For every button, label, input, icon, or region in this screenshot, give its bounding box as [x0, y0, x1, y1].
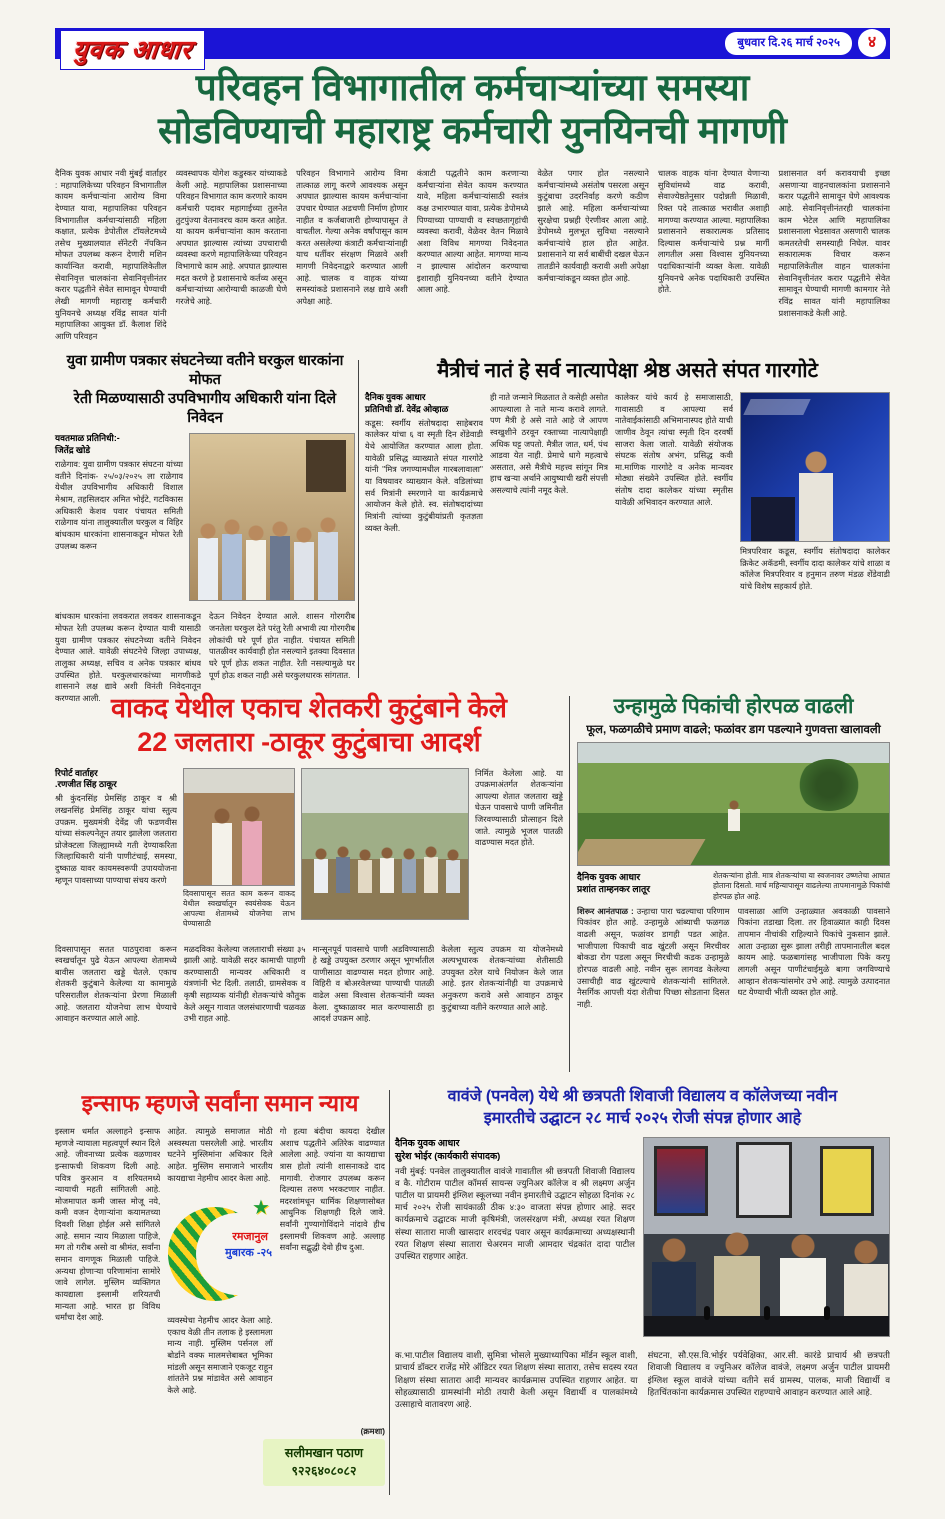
story4-column: दिवसापासून सतत पाठपुरावा करून स्वखर्चातून पुढे येऊन आपल्या शेतामध्ये बावीस जलतारा खड्डे घेतले. एकाच शेतकरी कुटुंबाने केलेल्या या कामामुळे परिसरातील शेतकऱ्यांना प्रेरणा मिळाली आहे. जलतारा योजनेचा लाभ घेण्याचे आवाहन करण्यात आले आहे. [55, 944, 177, 1024]
story4 [55, 692, 563, 1076]
person-figure [358, 848, 372, 893]
story4-group-field-photo [301, 768, 469, 920]
person-figure [380, 846, 394, 893]
crescent-label-1: रमजानुल [232, 1231, 268, 1243]
story5-subhead: फूल, फळगळीचे प्रमाण वाढले; फळांवर डाग पडल्याने गुणवत्ता खालावली [586, 724, 881, 736]
person-figure [728, 799, 740, 831]
story4-column: मळदविका केलेल्या जलताराची संख्या ३५ झाली आहे. यावेळी सदर कामाची पाहणी करण्यासाठी मान्यवर अधिकारी व यंत्रणांनी भेट दिली. तलाठी, ग्रामसेवक व कृषी सहाय्यक यांनीही शेतकऱ्यांचे कौतुक केले असून गावात जलसंधारणाची चळवळ उभी राहत आहे. [183, 944, 306, 1024]
story4-column: श्री कुंदनसिंह प्रेमसिंह ठाकूर व श्री लखनसिंह प्रेमसिंह ठाकूर यांचा स्तुत्य उपक्रम. मुख्यमंत्री देवेंद्र जी फडणवीस यांच्या संकल्पनेतून तयार झालेला जलतारा प्रोजेक्टला जिल्ह्यामध्ये गती देण्याकरिता जिल्हाधिकारी यांनी पाणीटंचाई, समस्या, दुष्काळ यावर कायमस्वरूपी उपाययोजना म्हणून पावसाच्या पाण्याचा संचय करणे [55, 794, 177, 885]
speaker-figure [799, 449, 833, 541]
wall-portrait [820, 1146, 874, 1216]
story7 [395, 1086, 890, 1501]
wall-portrait [736, 1142, 792, 1218]
person-figure [212, 807, 232, 885]
story1-column: वेळेत पगार होत नसल्याने कर्मचाऱ्यांमध्ये असंतोष पसरला असून कुटुंबाचा उदरनिर्वाह करणे कठीण झाले आहे. महिला कर्मचाऱ्यांच्या सुरक्षेचा प्रश्नही ऐरणीवर आला आहे. डेपोमध्ये मुलभूत सुविधा नसल्याने कर्मचाऱ्यांचे हाल होत आहेत. प्रशासनाने या सर्व बाबींची दखल घेऊन तातडीने कार्यवाही करावी अशी अपेक्षा कर्मचाऱ्यांकडून व्यक्त होत आहे. [537, 169, 649, 283]
story3-byline-label: दैनिक युवक आधार [365, 392, 426, 402]
wall-portrait [654, 1146, 708, 1216]
story5-column: पावसाळा आणि उन्हाळ्यात अवकाळी पावसाने पिकांना तडाखा दिला. तर हिवाळ्यात काही दिवस तापमान नीचांकी राहिल्याने पिकांचे नुकसान झाले. आता उन्हाळा सुरू झाला तरीही तापमानातील बदल कायम आहे. फळबागांसह भाजीपाला पिके करपू लागली असून पाणीटंचाईमुळे बागा जगविण्याचे आव्हान शेतकऱ्यांसमोर उभे आहे. त्यामुळे उत्पादनात घट येण्याची भीती व्यक्त होत आहे. [737, 906, 890, 998]
person-figure [270, 520, 290, 600]
story7-byline-label: दैनिक युवक आधार [395, 1137, 460, 1149]
person-figure [424, 845, 438, 893]
seated-figure [780, 1232, 826, 1318]
podium-shape [751, 497, 795, 541]
newspaper-logo-box [60, 30, 205, 70]
story5-farm-photo [577, 742, 890, 866]
story4-headline-line2: 22 जलतारा -ठाकूर कुटुंबाचा आदर्श [137, 726, 481, 757]
story2-group-photo [189, 433, 355, 601]
story4-photo-caption: दिवसापासून सतत काम करून वाकद येथील स्वखर्चातून स्वयंसेवक येऊन आपल्या शेतामध्ये योजनेचा लाभ घेण्यासाठी [183, 888, 295, 929]
story4-column: मान्सूनपूर्व पावसाचे पाणी अडविण्यासाठी हे खड्डे उपयुक्त ठरणार असून भूगर्भातील पाणीसाठा वाढण्यास मदत होणार आहे. विहिरी व बोअरवेलच्या पाण्याची पातळी वाढेल असा विश्वास शेतकऱ्यांनी व्यक्त केला. दुष्काळावर मात करण्यासाठी हा आदर्श उपक्रम आहे. [312, 944, 435, 1024]
story3-column: ही नाते जन्माने मिळतात ते कसेही असोत आपल्याला ते नाते मान्य करावे लागते. पण मैत्री हे असे नाते आहे जे आपण स्वखुशीने ठरवून रक्ताच्या नात्यापेक्षाही अधिक घट्ट जपतो. मैत्रीत जात, धर्म, पंथ आडवा येत नाही. प्रेमाचे धागे महत्वाचे असतात, असे मैत्रीचे महत्त्व सांगून मित्र हाच खऱ्या अर्थाने आयुष्याची खरी संपत्ती असल्याचे त्यांनी नमूद केले. [490, 393, 608, 496]
story2-column: बांधकाम धारकांना लवकरात लवकर शासनाकडून मोफत रेती उपलब्ध करून देण्यात यावी यासाठी युवा ग्रामीण पत्रकार संघटनेच्या वतीने निवेदन देण्यात आले. यावेळी संघटनेचे जिल्हा उपाध्यक्ष, तालुका अध्यक्ष, सचिव व अनेक पत्रकार बांधव उपस्थित होते. घरकुलधारकांच्या मागणीकडे शासनाने लक्ष द्यावे अशी विनंती निवेदनातून करण्यात आली. [55, 612, 201, 703]
story7-headline [395, 1086, 890, 1129]
story7-column: संघटना, सौ.एस.वि.भोईर पर्यवेक्षिका, आर.सी. कारंडे प्राचार्य श्री छत्रपती शिवाजी विद्यालय व ज्युनिअर कॉलेज वावंजे, लक्ष्मण अर्जुन पाटील प्रायमरी इंग्लिश स्कूल वावंजे यांच्या वतीने सर्व ग्रामस्थ, पालक, माजी विद्यार्थी व हितचिंतकांना कार्यक्रमास उपस्थित राहण्याचे आवाहन करण्यात आले आहे. [647, 1350, 890, 1397]
story2-headline [55, 352, 355, 427]
star-icon: ★ [252, 1197, 270, 1219]
story1-headline-line2: सोडविण्याची महाराष्ट्र कर्मचारी युनयिनची मागणी [158, 110, 787, 152]
person-figure [314, 847, 328, 893]
story4-byline-name: .रणजीत सिंह ठाकूर [55, 779, 117, 790]
story7-column: नवी मुंबई: पनवेल तालुक्यातील वावंजे गावातील श्री छत्रपती शिवाजी विद्यालय व कै. गोटीराम पाटील कॉमर्स सायन्स ज्युनिअर कॉलेज व श्री लक्ष्मण अर्जुन पाटील या प्रायमरी इंग्लिश स्कूलच्या नवीन इमारतीचे उद्घाटन सोहळा दिनांक २८ मार्च २०२५ रोजी सायंकाळी ठीक ४:३० वाजता संपन्न होणार आहे. सदर कार्यक्रमाचे उद्घाटक माजी कृषिमंत्री, जलसंरक्षण मंत्री, अध्यक्ष रयत शिक्षण संस्था सातारा माजी खासदार शरदचंद्र पवार असून कार्यक्रमाच्या अध्यक्षस्थानी रयत शिक्षण संस्था सातारा चेअरमन माजी आमदार चंद्रकांत दादा पाटील उपस्थित राहणार आहेत. [395, 1165, 635, 1261]
story6 [55, 1086, 385, 1498]
story5-photo-caption: शेतकऱ्यांना होती. मात्र शेतकऱ्यांचा या स्वजनावर उष्णतेचा आघात होताना दिसतो. मार्च महिन्यापासून वाढलेल्या तापमानामुळे पिकांची होरपळ होत आहे. [713, 871, 890, 901]
story1-column: दैनिक युवक आधार नवी मुंबई वार्ताहर : महापालिकेच्या परिवहन विभागातील कायम कर्मचाऱ्यांना आरोग्य विमा देण्यात यावा, महापालिका परिवहन विभागातील कर्मचाऱ्यांसाठी महिला कक्षात, प्रत्येक डेपोतील टॉयलेटमध्ये तसेच मुख्यालयात सॅनेटरी नॅपकिन मोफत उपलब्ध करून देणारी मशिन कार्यान्वित करावी, महापालिकेतील सेवानिवृत्त चालकांना सेवानिवृत्तीनंतर करार पद्धतीने सेवेत सामावून घेण्याची लेखी मागणी महाराष्ट्र कर्मचारी युनियनचे अध्यक्ष रविंद्र सावत यांनी महापालिका आयुक्त डॉ. कैलाश शिंदे आणि परिवहन [55, 169, 167, 341]
story7-headline-line1: वावंजे (पनवेल) येथे श्री छत्रपती शिवाजी विद्यालय व कॉलेजच्या नवीन [447, 1088, 838, 1105]
story1-column: व्यवस्थापक योगेश कडुस्कर यांच्याकडे केली आहे. महापालिका प्रशासनाच्या परिवहन विभागात काम करणारे कायम कर्मचारी पदावर महागाईच्या तुलनेत तुटपुंज्या वेतनावरच काम करत आहेत. या कायम कर्मचाऱ्यांना काम करताना अपघात झाल्यास त्यांच्या उपचाराची व्यवस्था करणे महापालिकेच्या परिवहन विभागाचे काम आहे. अपघात झाल्यास मदत करणे हे प्रशासनाचे कर्तव्य असून कर्मचाऱ्यांच्या आरोग्याची काळजी घेणे गरजेचे आहे. [175, 169, 288, 307]
person-figure [294, 526, 314, 600]
story1-columns [55, 168, 890, 346]
edition-date: बुधवार दि.२६ मार्च २०२५ [725, 32, 852, 55]
story6-column: व्यवस्थेचा नेहमीच आदर केला आहे. एकाच वेळी तीन तलाक हे इस्लामला मान्य नाही. मुस्लिम पर्सनल लॉ बोर्डाने वक्फ मालमत्तेबाबत भूमिका मांडली असून समाजाने एकजूट राहून शांततेने प्रश्न मांडावेत असे आवाहन केले आहे. [167, 1316, 273, 1395]
person-figure [242, 805, 262, 885]
person-figure [336, 845, 350, 893]
microphone-icon [824, 1306, 830, 1320]
microphone-icon [764, 1306, 770, 1320]
story5-headline: उन्हामुळे पिकांची होरपळ वाढली [613, 695, 854, 718]
story1-column: कंत्राटी पद्धतीने काम करणाऱ्या कर्मचाऱ्यांना सेवेत कायम करण्यात यावे, महिला कर्मचाऱ्यांसाठी स्वतंत्र कक्ष उभारण्यात यावा, प्रत्येक डेपोमध्ये पिण्याच्या पाण्याची व स्वच्छतागृहांची व्यवस्था करावी, वेळेवर वेतन मिळावे अशा विविध मागण्या निवेदनात करण्यात आल्या आहेत. मागण्या मान्य न झाल्यास आंदोलन करण्याचा इशाराही युनियनच्या वतीने देण्यात आला आहे. [416, 169, 529, 295]
story3-column: मित्रपरिवार कडूस, स्वर्गीय संतोषदादा कालेकर क्रिकेट अकॅडमी, स्वर्गीय दादा कालेकर यांचे शाळा व कॉलेज मित्रपरिवार व हनुमान तरुण मंडळ शेंडेवाडी यांचे विशेष सहकार्य होते. [740, 547, 890, 591]
story1-column: चालक वाहक यांना देण्यात येणाऱ्या सुविधांमध्ये वाढ करावी, सेवाज्येष्ठतेनुसार पदोन्नती मिळावी, रिक्त पदे तात्काळ भरावीत अशाही मागण्या करण्यात आल्या. महापालिका प्रशासनाने सकारात्मक प्रतिसाद दिल्यास कर्मचाऱ्यांचे प्रश्न मार्गी लागतील असा विश्वास युनियनच्या पदाधिकाऱ्यांनी व्यक्त केला. यावेळी युनियनचे अनेक पदाधिकारी उपस्थित होते. [657, 169, 770, 295]
light-streak [743, 399, 810, 415]
seated-figure [652, 1236, 696, 1318]
column-divider [389, 1090, 390, 1495]
person-figure [222, 518, 242, 600]
story1-column: प्रशासनात वर्ग करावयाची इच्छा असणाऱ्या वाहनचालकांना प्रशासनाने करार पद्धतीने सामावून घेणे आवश्यक आहे. सेवानिवृत्तीनंतरही चालकांना काम भेटेल आणि महापालिका प्रशासनाला भेडसावत असणारी चालक कमतरतेची समस्याही निघेल. यावर सकारात्मक विचार करून महापालिकेतील वाहन चालकांना सेवानिवृत्तीनंतर करार पद्धतीने सेवेत सामावून घेण्याची मागणी कामगार नेते रविंद्र सावत यांनी महापालिका प्रशासनाकडे केली आहे. [778, 169, 891, 318]
path-shape [577, 839, 706, 865]
story1-headline-line1: परिवहन विभागातील कर्मचाऱ्यांच्या समस्या [195, 67, 750, 108]
ramzan-crescent-graphic [168, 1199, 272, 1311]
story5 [577, 692, 890, 1076]
person-figure [246, 524, 266, 600]
story6-headline: इन्साफ म्हणजे सर्वांना समान न्याय [81, 1090, 359, 1116]
story4-two-farmers-photo [183, 768, 295, 886]
story7-byline-name: सुरेश भोईर (कार्यकारी संपादक) [395, 1149, 501, 1161]
window-shape [306, 440, 346, 492]
story5-dateline: शिरूर आनंतपाळ : [577, 906, 634, 916]
story2-headline-line1: युवा ग्रामीण पत्रकार संघटनेच्या वतीने घरकुल धारकांना मोफत [66, 353, 344, 388]
person-figure [198, 522, 218, 600]
story6-column: गो हत्या बंदीचा कायदा देखील अशाच पद्धतीने अतिरेक वाढण्यात आलेला आहे. ज्यांना या कायद्याचा त्रास होतो त्यांनी शासनाकडे दाद मागावी. रोजगार उपलब्ध करून दिल्यास तरुण भरकटणार नाहीत. मदरशांमधून धार्मिक शिक्षणासोबत आधुनिक शिक्षणही दिले जावे. सर्वांनी गुण्यागोविंदाने नांदावे हीच इस्लामची शिकवण आहे. अल्लाह सर्वांना सद्बुद्धी देवो हीच दुआ. [279, 1127, 385, 1253]
story2-byline-label: यवतमाळ प्रतिनिधी:- [55, 433, 120, 444]
column-divider [358, 360, 359, 678]
story3-column: कडूस: स्वर्गीय संतोषदादा साहेबराव कालेकर यांचा ६ वा स्मृती दिन शेंडेवाडी येथे आयोजित करण्यात आला होता. यावेळी प्रसिद्ध व्याख्याते संपत गारगोटे यांनी ''मित्र जगण्यामधील गारबलावाला'' या विषयावर व्याख्यान केले. वडिलांच्या सर्व मित्रांनी स्मरणाने या कार्यक्रमाचे आयोजन केले होते. स्व. संतोषदादांच्या मित्रांनी त्यांच्या कुटुंबीयांप्रती कृतज्ञता व्यक्त केली. [365, 418, 483, 533]
story6-column: आहेत. त्यामुळे समाजात मोठी अस्वस्थता पसरलेली आहे. भारतीय घटनेने मुस्लिमांना अधिकार दिले आहेत. मुस्लिम समाजाने भारतीय कायद्याचा नेहमीच आदर केला आहे. [167, 1127, 273, 1183]
tree-shape [797, 759, 861, 811]
story3-headline: मैत्रीचं नातं हे सर्व नात्यापेक्षा श्रेष्ठ असते संपत गारगोटे [437, 359, 818, 382]
story6-author-signature [263, 1439, 385, 1487]
person-figure [402, 847, 416, 893]
story4-headline-line1: वाकद येथील एकाच शेतकरी कुटुंबाने केले [111, 693, 507, 723]
column-divider [569, 696, 570, 1072]
story4-column: निर्मित केलेला आहे. या उपक्रमाअंतर्गत शेतकऱ्यांना आपल्या शेतात जलतारा खड्डे घेऊन पावसाचे पाणी जमिनीत जिरवण्यासाठी प्रोत्साहन दिले जाते. त्यामुळे भूजल पातळी वाढण्यास मदत होते. [475, 768, 563, 848]
microphone-icon [704, 1306, 710, 1320]
person-figure [446, 848, 460, 893]
story6-continuation-note: (क्रमशा) [360, 1427, 385, 1436]
seated-figure [844, 1238, 888, 1318]
story7-headline-line2: इमारतीचे उद्घाटन २८ मार्च २०२५ रोजी संपन्न होणार आहे [483, 1109, 802, 1127]
story1-headline [57, 66, 888, 153]
story5-byline-label: दैनिक युवक आधार [577, 872, 641, 882]
author-name: सलीमखान पठाण [284, 1445, 364, 1460]
story4-headline [55, 692, 563, 760]
story5-column [577, 906, 730, 1078]
author-phone: ९२२६४०८०८२ [291, 1464, 357, 1479]
story1-column: परिवहन विभागाने आरोग्य विमा तात्काळ लागू करणे आवश्यक असून अपघात झाल्यास कायम कर्मचाऱ्यांना उपचार घेण्यात अडचणी निर्माण होणार नाहीत व कर्जबाजारी होण्यापासून ते वाचतील. गेल्या अनेक वर्षांपासून काम करत असलेल्या कंत्राटी कर्मचाऱ्यांनाही याच धर्तीवर संरक्षण मिळावे अशी मागणी निवेदनाद्वारे करण्यात आली आहे. चालक व वाहक यांच्या समस्यांकडे प्रशासनाने लक्ष द्यावे अशी अपेक्षा आहे. [296, 169, 408, 307]
story5-body-text: उन्हाचा पारा चढल्याचा परिणाम पिकांवर होत आहे. उन्हामुळे आंब्याची फळगळ वाढली असून, फळांवर डागही पडत आहेत. भाजीपाला पिकाची वाढ खुंटली असून मिरचीवर बोकडा रोग पडला असून मिरचीची कडक उन्हामुळे होरपळ वाढली आहे. नवीन सुरू लागवड केलेल्या उसाचीही वाढ खुंटल्याचे शेतकऱ्यांनी सांगितले. नैसर्गिक आपत्ती यंदा शेतीचा पिच्छा सोडताना दिसत नाही. [577, 906, 730, 1009]
story3-column: कालेकर यांचे कार्य हे समाजासाठी, गावासाठी व आपल्या सर्व नातेवाईकांसाठी अभिमानास्पद होते याची जाणीव ठेवून त्यांचा स्मृती दिन दरवर्षी साजरा केला जातो. यावेळी संयोजक संघटक संतोष अभंग, प्रसिद्ध कवी मा.माणिक गारगोटे व अनेक मान्यवर मोठ्या संख्येने उपस्थित होते. स्वर्गीय संतोष दादा कालेकर यांच्या स्मृतीस यावेळी अभिवादन करण्यात आले. [615, 393, 733, 507]
masthead-bar [55, 28, 890, 64]
story4-byline-label: रिपोर्ट वार्ताहर [55, 767, 98, 778]
story2-column: राळेगाव: युवा ग्रामीण पत्रकार संघटना यांच्या वतीने दिनांक- २५/०३/२०२५ ला राळेगाव येथील उपविभागीय अधिकारी विशाल मेश्राम, तहसिलदार अमित भोईटे, गटविकास अधिकारी केशव पवार पंचायत समिती राळेगाव यांना तालुक्यातील घरकुल व विहिर बांधकाम धारकांना शासनाकडून मोफत रेती उपलब्ध करून [55, 460, 183, 551]
story2-byline-name: जितेंद्र खोडे [55, 445, 91, 456]
story3 [365, 356, 890, 686]
story2-column: देऊन निवेदन देण्यात आले. शासन गोरगरीब जनतेला घरकुल देते परंतु रेती अभावी त्या गोरगरीब लोकांची घरे पूर्ण होत नाहीत. पंचायत समिती पातळीवर कार्यवाही होत नसल्याने इतक्या दिवसात घरे पूर्ण होऊ शकत नाहीत. रेती नसल्यामुळे घर पूर्ण होऊ शकत नाही असे घरकुलधारक सांगतात. [209, 612, 355, 680]
seated-figure [714, 1230, 760, 1318]
story6-column: इस्लाम धर्मात अल्लाहने इन्साफ म्हणजे न्यायाला महत्वपूर्ण स्थान दिले आहे. जीवनाच्या प्रत्येक वळणावर इन्साफची शिकवण दिली आहे. पवित्र कुरआन व शरियतमध्ये न्यायाची महती सांगितली आहे. मोजमापात कमी जास्त मोजू नये, कमी वजन देणाऱ्यांना कयामतच्या दिवशी शिक्षा होईल असे सांगितले आहे. समान न्याय मिळाला पाहिजे, मग तो गरीब असो वा श्रीमंत, सर्वांना समान वागणूक मिळाली पाहिजे. अन्यथा होणाऱ्या परिणामांना सामोरे जावे लागेल. मुस्लिम व्यक्तिगत कायद्याला इस्लामी शरियतची मान्यता आहे. भारत हा विविध धर्मांचा देश आहे. [55, 1127, 161, 1323]
newspaper-logo: युवक आधार [71, 36, 194, 64]
story4-column: केलेला स्तुत्य उपक्रम या योजनेमध्ये अल्पभूधारक शेतकऱ्यांच्या शेतीसाठी उपयुक्त ठरेल याचे नियोजन केले जात आहे. इतर शेतकऱ्यांनीही या उपक्रमाचे अनुकरण करावे असे आवाहन ठाकूर कुटुंबाच्या वतीने करण्यात आले आहे. [441, 944, 563, 1012]
story3-speaker-photo [740, 392, 890, 542]
story5-byline-name: प्रशांत ताम्हनकर लातूर [577, 884, 650, 895]
story3-byline-name: प्रतिनिधी डॉ. देवेंद्र ओव्हाळ [365, 403, 449, 414]
story7-press-conference-photo [643, 1137, 890, 1337]
page-number-badge: ४ [858, 29, 886, 57]
crescent-label-2: मुबारक -२५ [225, 1247, 272, 1259]
story2 [55, 352, 355, 703]
story2-headline-line2: रेती मिळण्यासाठी उपविभागीय अधिकारी यांना दिले निवेदन [73, 390, 337, 426]
story7-column: क.भा.पाटील विद्यालय वाशी, सुमित्रा भोसले मुख्याध्यापिका मॉर्डन स्कूल वाशी, प्राचार्य डॉक्टर राजेंद्र मोरे ऑडिटर रयत शिक्षण संस्था सातारा, तसेच सदस्य रयत शिक्षण संस्था सातारा आदी मान्यवर कार्यक्रमास उपस्थित राहणार आहेत. या सोहळ्यासाठी ग्रामस्थांनी मोठी तयारी केली असून विद्यार्थी व पालकांमध्ये उत्साहाचे वातावरण आहे. [395, 1350, 638, 1409]
person-figure [318, 516, 338, 600]
